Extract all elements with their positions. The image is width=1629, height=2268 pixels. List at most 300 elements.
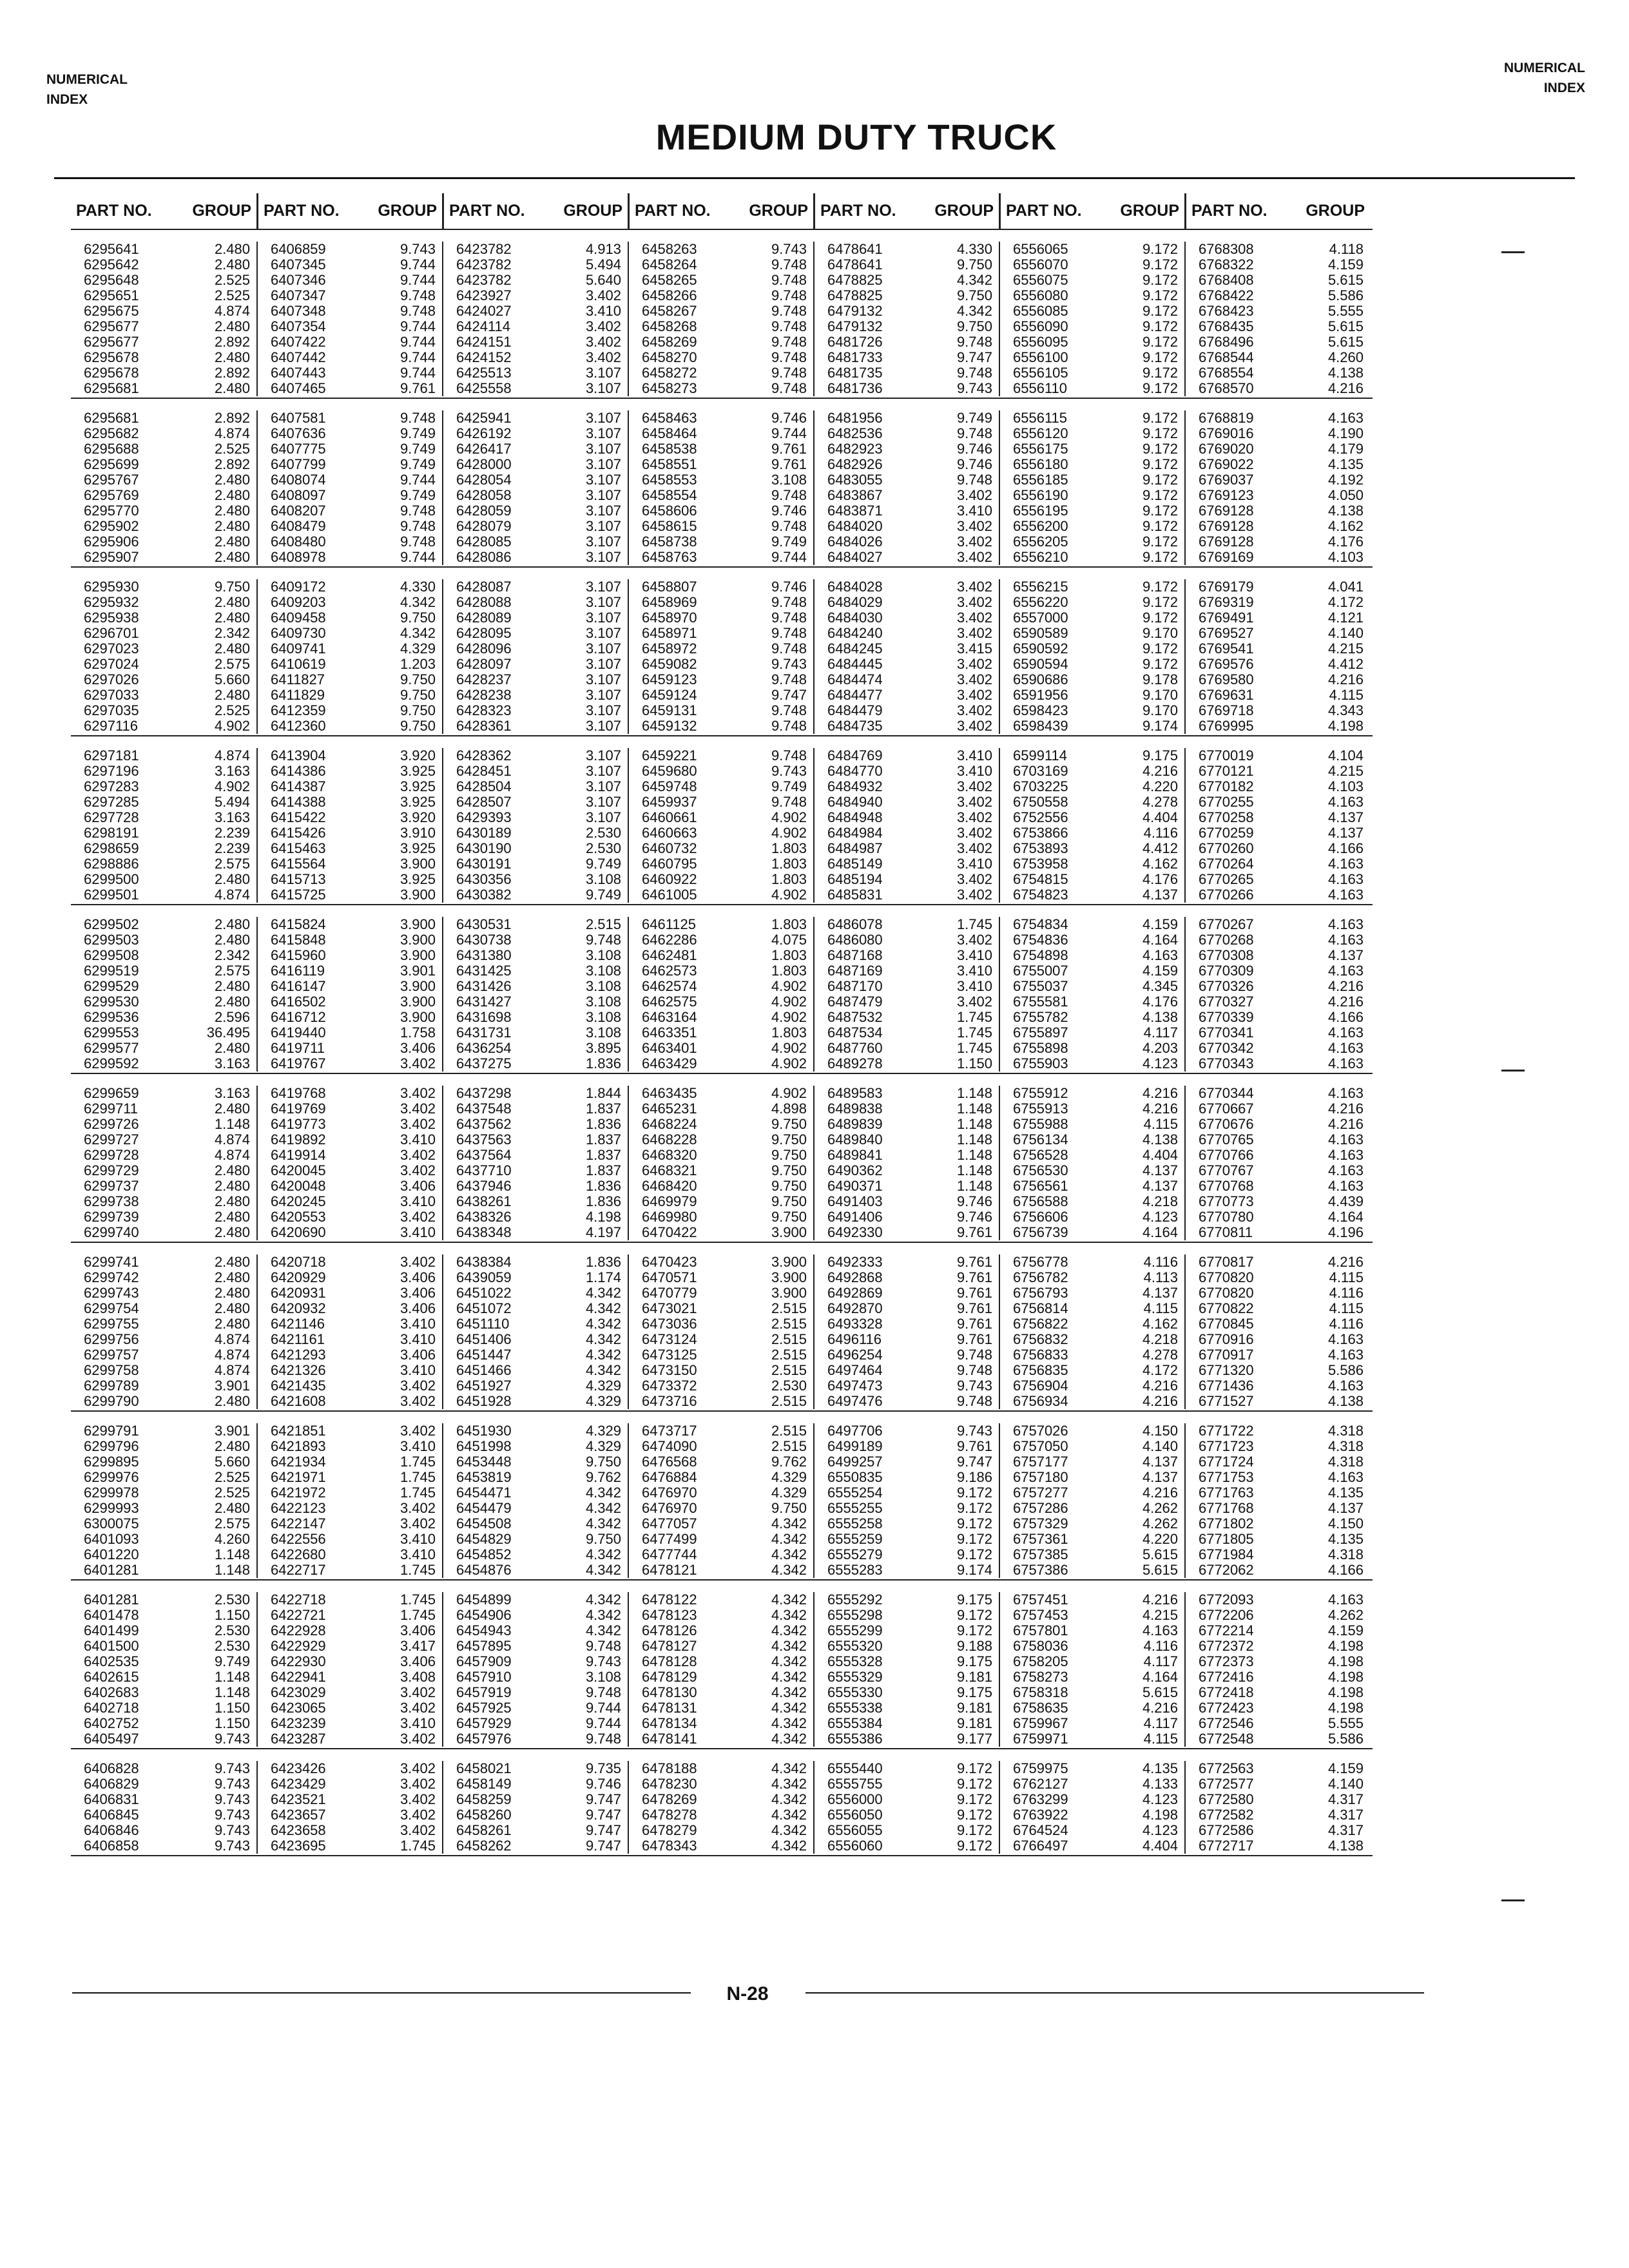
index-entry xyxy=(827,657,992,672)
index-entry xyxy=(1013,856,1178,872)
group-number: 4.342 xyxy=(585,1316,621,1332)
part-number: 6428238 xyxy=(456,687,512,703)
index-entry xyxy=(1013,1532,1178,1547)
group-number: 2.480 xyxy=(214,1040,250,1056)
group-number: 4.874 xyxy=(214,1331,250,1347)
group-number: 9.744 xyxy=(400,365,436,381)
index-column xyxy=(999,1592,1184,1747)
group-number: 9.743 xyxy=(771,763,807,779)
index-entry xyxy=(1013,1501,1178,1516)
group-number: 4.902 xyxy=(771,994,807,1010)
index-entry xyxy=(271,1394,436,1409)
group-number: 2.525 xyxy=(214,1469,250,1485)
index-entry xyxy=(271,1761,436,1776)
part-number: 6451110 xyxy=(456,1316,510,1332)
index-column xyxy=(628,1761,813,1854)
group-number: 9.749 xyxy=(400,456,436,472)
part-number: 6758318 xyxy=(1013,1684,1068,1700)
group-number: 9.175 xyxy=(956,1653,992,1669)
part-number: 6598439 xyxy=(1013,718,1068,734)
part-number: 6764524 xyxy=(1013,1822,1068,1838)
part-number: 6758635 xyxy=(1013,1700,1068,1716)
index-entry xyxy=(271,917,436,932)
index-column xyxy=(442,1592,628,1747)
group-number: 3.402 xyxy=(400,1162,436,1178)
index-entry xyxy=(271,488,436,503)
index-entry xyxy=(1013,1225,1178,1240)
index-entry xyxy=(642,242,807,257)
group-number: 4.874 xyxy=(214,1147,250,1163)
index-entry xyxy=(1199,1485,1364,1501)
part-number: 6299502 xyxy=(84,916,139,932)
index-entry xyxy=(271,1623,436,1639)
part-number: 6484245 xyxy=(827,640,883,657)
index-entry xyxy=(271,994,436,1010)
part-number: 6484987 xyxy=(827,840,883,856)
group-number: 4.163 xyxy=(1327,963,1364,979)
group-number: 4.216 xyxy=(1327,671,1364,687)
part-number: 6753893 xyxy=(1013,840,1068,856)
group-number: 2.596 xyxy=(214,1009,250,1025)
index-entry xyxy=(827,1148,992,1163)
part-number: 6770260 xyxy=(1199,840,1254,856)
index-entry xyxy=(456,488,621,503)
part-number: 6458972 xyxy=(642,640,697,657)
part-number: 6299711 xyxy=(84,1100,139,1117)
group-number: 4.123 xyxy=(1142,1791,1178,1807)
index-entry xyxy=(1199,1547,1364,1562)
index-entry xyxy=(84,1117,250,1132)
index-entry xyxy=(84,825,250,841)
part-number: 6754823 xyxy=(1013,887,1068,903)
part-number: 6770258 xyxy=(1199,809,1254,825)
index-entry xyxy=(84,1378,250,1394)
part-number: 6599114 xyxy=(1013,747,1068,764)
group-number: 9.750 xyxy=(400,610,436,626)
part-number: 6489839 xyxy=(827,1116,883,1132)
part-number: 6422718 xyxy=(271,1591,326,1608)
group-number: 4.902 xyxy=(214,718,250,734)
group-number: 4.135 xyxy=(1327,1531,1364,1547)
part-number: 6769037 xyxy=(1199,472,1254,488)
part-number: 6769718 xyxy=(1199,702,1254,718)
index-entry xyxy=(84,1423,250,1439)
column-header xyxy=(256,193,442,229)
index-entry xyxy=(456,1807,621,1823)
index-entry xyxy=(827,687,992,703)
index-entry xyxy=(1013,1316,1178,1332)
group-number: 1.758 xyxy=(400,1024,436,1041)
index-entry xyxy=(84,1470,250,1485)
group-number: 3.107 xyxy=(585,594,621,610)
part-number: 6431698 xyxy=(456,1009,512,1025)
part-number: 6556215 xyxy=(1013,579,1068,595)
index-entry xyxy=(271,1700,436,1716)
group-number: 9.750 xyxy=(400,671,436,687)
group-number: 3.163 xyxy=(214,809,250,825)
part-number: 6556070 xyxy=(1013,256,1068,273)
index-column xyxy=(256,1423,442,1578)
part-number: 6406846 xyxy=(84,1822,139,1838)
part-number: 6757286 xyxy=(1013,1500,1068,1516)
part-number: 6439059 xyxy=(456,1269,512,1285)
index-entry xyxy=(1013,994,1178,1010)
index-entry xyxy=(827,1209,992,1225)
index-entry xyxy=(642,1776,807,1792)
index-entry xyxy=(827,410,992,426)
group-number: 2.342 xyxy=(214,947,250,963)
group-number: 3.107 xyxy=(585,671,621,687)
index-entry xyxy=(1199,1378,1364,1394)
index-entry xyxy=(84,887,250,903)
index-entry xyxy=(84,1608,250,1623)
index-entry xyxy=(1199,472,1364,488)
part-number: 6478278 xyxy=(642,1807,697,1823)
group-number: 3.406 xyxy=(400,1300,436,1316)
part-number: 6770917 xyxy=(1199,1347,1254,1363)
part-number: 6420932 xyxy=(271,1300,326,1316)
group-number: 3.107 xyxy=(585,472,621,488)
index-entry xyxy=(827,1178,992,1194)
part-number: 6299789 xyxy=(84,1378,139,1394)
part-number: 6459937 xyxy=(642,794,697,810)
index-entry xyxy=(1199,948,1364,963)
index-entry xyxy=(642,948,807,963)
index-entry xyxy=(456,1148,621,1163)
group-number: 4.123 xyxy=(1142,1822,1178,1838)
part-number: 6556115 xyxy=(1013,410,1068,426)
part-number: 6299530 xyxy=(84,994,139,1010)
part-number: 6769128 xyxy=(1199,533,1254,550)
index-column xyxy=(628,748,813,903)
index-column xyxy=(256,410,442,565)
part-number: 6757453 xyxy=(1013,1607,1068,1623)
group-number: 4.342 xyxy=(585,1591,621,1608)
part-number: 6299791 xyxy=(84,1423,139,1439)
part-number: 6295681 xyxy=(84,380,139,396)
index-entry xyxy=(456,1101,621,1117)
part-number: 6295675 xyxy=(84,303,139,319)
group-number: 9.735 xyxy=(585,1760,621,1776)
part-number: 6757277 xyxy=(1013,1485,1068,1501)
part-number: 6487479 xyxy=(827,994,883,1010)
part-number: 6423782 xyxy=(456,241,512,257)
index-entry xyxy=(642,1823,807,1838)
group-number: 9.750 xyxy=(771,1500,807,1516)
index-entry xyxy=(642,856,807,872)
group-number: 4.103 xyxy=(1327,778,1364,794)
index-column xyxy=(999,1254,1184,1409)
group-number: 9.172 xyxy=(1142,610,1178,626)
part-number: 6557000 xyxy=(1013,610,1068,626)
group-number: 3.402 xyxy=(956,887,992,903)
index-entry xyxy=(456,1516,621,1532)
index-entry xyxy=(1013,257,1178,273)
part-number: 6556210 xyxy=(1013,549,1068,565)
group-number: 1.803 xyxy=(771,1024,807,1041)
part-number: 6297285 xyxy=(84,794,139,810)
part-number: 6431426 xyxy=(456,978,512,994)
group-number: 2.515 xyxy=(771,1300,807,1316)
index-entry xyxy=(456,1270,621,1285)
group-number: 5.615 xyxy=(1142,1684,1178,1700)
index-entry xyxy=(827,825,992,841)
group-number: 4.163 xyxy=(1327,1085,1364,1101)
group-number: 9.748 xyxy=(956,1347,992,1363)
part-number: 6770341 xyxy=(1199,1024,1254,1041)
index-column xyxy=(999,410,1184,565)
part-number: 6423029 xyxy=(271,1684,326,1700)
index-entry xyxy=(1199,1209,1364,1225)
part-number: 6420045 xyxy=(271,1162,326,1178)
index-entry xyxy=(1013,319,1178,334)
part-number: 6757180 xyxy=(1013,1469,1068,1485)
index-entry xyxy=(1199,1163,1364,1178)
index-entry xyxy=(271,1132,436,1148)
part-number: 6484020 xyxy=(827,518,883,534)
group-number: 4.216 xyxy=(1142,763,1178,779)
index-entry xyxy=(456,1025,621,1041)
index-entry xyxy=(456,579,621,595)
part-number: 6409203 xyxy=(271,594,326,610)
column-header xyxy=(1184,193,1370,229)
index-entry xyxy=(827,1347,992,1363)
group-number: 3.925 xyxy=(400,763,436,779)
part-number: 6771436 xyxy=(1199,1378,1254,1394)
part-number: 6478128 xyxy=(642,1653,697,1669)
group-number: 4.902 xyxy=(771,825,807,841)
group-number: 4.115 xyxy=(1329,687,1364,703)
part-number: 6478134 xyxy=(642,1715,697,1731)
group-number: 4.176 xyxy=(1142,871,1178,887)
index-entry xyxy=(827,1807,992,1823)
group-number: 3.163 xyxy=(214,763,250,779)
part-number: 6408480 xyxy=(271,533,326,550)
index-entry xyxy=(271,1716,436,1731)
part-number: 6409458 xyxy=(271,610,326,626)
group-number: 4.412 xyxy=(1327,656,1364,672)
part-number: 6769319 xyxy=(1199,594,1254,610)
part-number: 6415422 xyxy=(271,809,326,825)
group-number: 4.216 xyxy=(1142,1100,1178,1117)
group-number: 9.744 xyxy=(771,549,807,565)
index-entry xyxy=(827,626,992,641)
part-number: 6771984 xyxy=(1199,1546,1254,1562)
index-entry xyxy=(642,1254,807,1270)
group-number: 1.745 xyxy=(400,1485,436,1501)
part-number: 6772372 xyxy=(1199,1638,1254,1654)
part-number: 6770916 xyxy=(1199,1331,1254,1347)
index-entry xyxy=(827,1592,992,1608)
part-number: 6590589 xyxy=(1013,625,1068,641)
group-number: 9.749 xyxy=(771,778,807,794)
index-entry xyxy=(642,1163,807,1178)
index-column xyxy=(442,1254,628,1409)
part-number: 6487168 xyxy=(827,947,883,963)
group-number: 4.138 xyxy=(1327,1838,1364,1854)
group-number: 4.179 xyxy=(1327,441,1364,457)
part-number: 6428096 xyxy=(456,640,512,657)
part-number: 6770182 xyxy=(1199,778,1254,794)
index-entry xyxy=(1013,273,1178,288)
index-entry xyxy=(1199,1148,1364,1163)
index-entry xyxy=(827,242,992,257)
group-number: 3.900 xyxy=(400,916,436,932)
index-entry xyxy=(827,1654,992,1669)
group-number: 9.749 xyxy=(771,533,807,550)
part-number: 6754834 xyxy=(1013,916,1068,932)
group-number: 3.107 xyxy=(585,656,621,672)
part-number: 6299757 xyxy=(84,1347,139,1363)
part-number: 6486078 xyxy=(827,916,883,932)
index-entry xyxy=(827,550,992,565)
index-entry xyxy=(827,1301,992,1316)
part-number: 6757361 xyxy=(1013,1531,1068,1547)
index-entry xyxy=(456,841,621,856)
index-entry xyxy=(271,288,436,303)
part-number: 6454906 xyxy=(456,1607,512,1623)
part-number: 6492868 xyxy=(827,1269,883,1285)
index-entry xyxy=(1013,657,1178,672)
group-number: 2.480 xyxy=(214,932,250,948)
index-entry xyxy=(1199,381,1364,396)
index-entry xyxy=(642,457,807,472)
group-number: 5.615 xyxy=(1327,318,1364,334)
part-number: 6771805 xyxy=(1199,1531,1254,1547)
group-number: 4.329 xyxy=(400,640,436,657)
index-entry xyxy=(84,319,250,334)
part-number: 6429393 xyxy=(456,809,512,825)
part-number: 6430356 xyxy=(456,871,512,887)
index-entry xyxy=(1013,488,1178,503)
group-number: 3.900 xyxy=(771,1224,807,1240)
part-number: 6295678 xyxy=(84,365,139,381)
group-number: 4.342 xyxy=(771,1838,807,1854)
group-number: 2.239 xyxy=(214,840,250,856)
group-number: 4.137 xyxy=(1142,887,1178,903)
index-column xyxy=(71,748,256,903)
index-entry xyxy=(1013,1117,1178,1132)
index-entry xyxy=(827,887,992,903)
part-number: 6772582 xyxy=(1199,1807,1254,1823)
group-number: 4.163 xyxy=(1327,871,1364,887)
index-entry xyxy=(1013,1086,1178,1101)
group-number: 4.166 xyxy=(1327,1009,1364,1025)
group-number: 3.402 xyxy=(400,1147,436,1163)
index-entry xyxy=(1199,1254,1364,1270)
index-entry xyxy=(456,1301,621,1316)
part-number: 6555440 xyxy=(827,1760,883,1776)
index-entry xyxy=(271,365,436,381)
group-number: 3.920 xyxy=(400,809,436,825)
index-column xyxy=(442,410,628,565)
part-number: 6473150 xyxy=(642,1362,697,1378)
group-number: 3.107 xyxy=(585,702,621,718)
part-number: 6770667 xyxy=(1199,1100,1254,1117)
part-number: 6457909 xyxy=(456,1653,512,1669)
index-entry xyxy=(827,1363,992,1378)
group-number: 4.342 xyxy=(585,1285,621,1301)
header-right-line2: INDEX xyxy=(1543,81,1585,95)
group-number: 4.342 xyxy=(771,1546,807,1562)
part-number: 6769128 xyxy=(1199,503,1254,519)
index-entry xyxy=(1199,1041,1364,1056)
index-entry xyxy=(827,257,992,273)
index-entry xyxy=(827,1101,992,1117)
part-number: 6431380 xyxy=(456,947,512,963)
part-number: 6555386 xyxy=(827,1731,883,1747)
index-entry xyxy=(1013,1700,1178,1716)
group-number: 4.163 xyxy=(1327,916,1364,932)
index-entry xyxy=(642,1225,807,1240)
index-entry xyxy=(84,963,250,979)
part-number: 6409741 xyxy=(271,640,326,657)
part-number: 6299743 xyxy=(84,1285,139,1301)
index-entry xyxy=(84,1301,250,1316)
group-number: 2.480 xyxy=(214,533,250,550)
part-number: 6478123 xyxy=(642,1607,697,1623)
group-number: 4.050 xyxy=(1327,487,1364,503)
group-number: 9.748 xyxy=(771,671,807,687)
index-entry xyxy=(271,1285,436,1301)
group-number: 4.118 xyxy=(1329,241,1364,257)
index-entry xyxy=(456,687,621,703)
part-number: 6295688 xyxy=(84,441,139,457)
group-number: 3.107 xyxy=(585,425,621,441)
part-number: 6478121 xyxy=(642,1562,697,1578)
group-number: 2.342 xyxy=(214,625,250,641)
group-number: 1.745 xyxy=(956,1024,992,1041)
part-number: 6462573 xyxy=(642,963,697,979)
group-number: 3.410 xyxy=(585,303,621,319)
index-entry xyxy=(1013,841,1178,856)
index-entry xyxy=(1199,273,1364,288)
group-number: 4.342 xyxy=(400,625,436,641)
index-column xyxy=(999,1761,1184,1854)
index-entry xyxy=(642,1148,807,1163)
group-number: 1.803 xyxy=(771,963,807,979)
index-entry xyxy=(456,1163,621,1178)
index-entry xyxy=(271,519,436,534)
index-entry xyxy=(1013,825,1178,841)
part-number: 6407347 xyxy=(271,287,326,303)
index-entry xyxy=(827,1639,992,1654)
part-number: 6598423 xyxy=(1013,702,1068,718)
part-number: 6457919 xyxy=(456,1684,512,1700)
part-number: 6476970 xyxy=(642,1485,697,1501)
index-entry xyxy=(827,1225,992,1240)
group-number: 1.148 xyxy=(214,1546,250,1562)
index-entry xyxy=(642,1454,807,1470)
index-entry xyxy=(642,410,807,426)
part-number: 6496254 xyxy=(827,1347,883,1363)
group-number: 9.174 xyxy=(956,1562,992,1578)
group-number: 3.402 xyxy=(585,318,621,334)
part-number: 6423782 xyxy=(456,256,512,273)
group-number: 1.836 xyxy=(585,1178,621,1194)
index-entry xyxy=(271,503,436,519)
group-number: 9.750 xyxy=(585,1531,621,1547)
group-number: 4.412 xyxy=(1142,840,1178,856)
group-number: 3.410 xyxy=(956,763,992,779)
index-entry xyxy=(1013,1148,1178,1163)
group-number: 3.410 xyxy=(400,1131,436,1148)
group-number: 4.041 xyxy=(1327,579,1364,595)
group-number: 9.750 xyxy=(771,1131,807,1148)
group-number: 4.198 xyxy=(1327,1700,1364,1716)
part-number: 6422147 xyxy=(271,1515,326,1532)
group-number: 4.163 xyxy=(1327,1469,1364,1485)
